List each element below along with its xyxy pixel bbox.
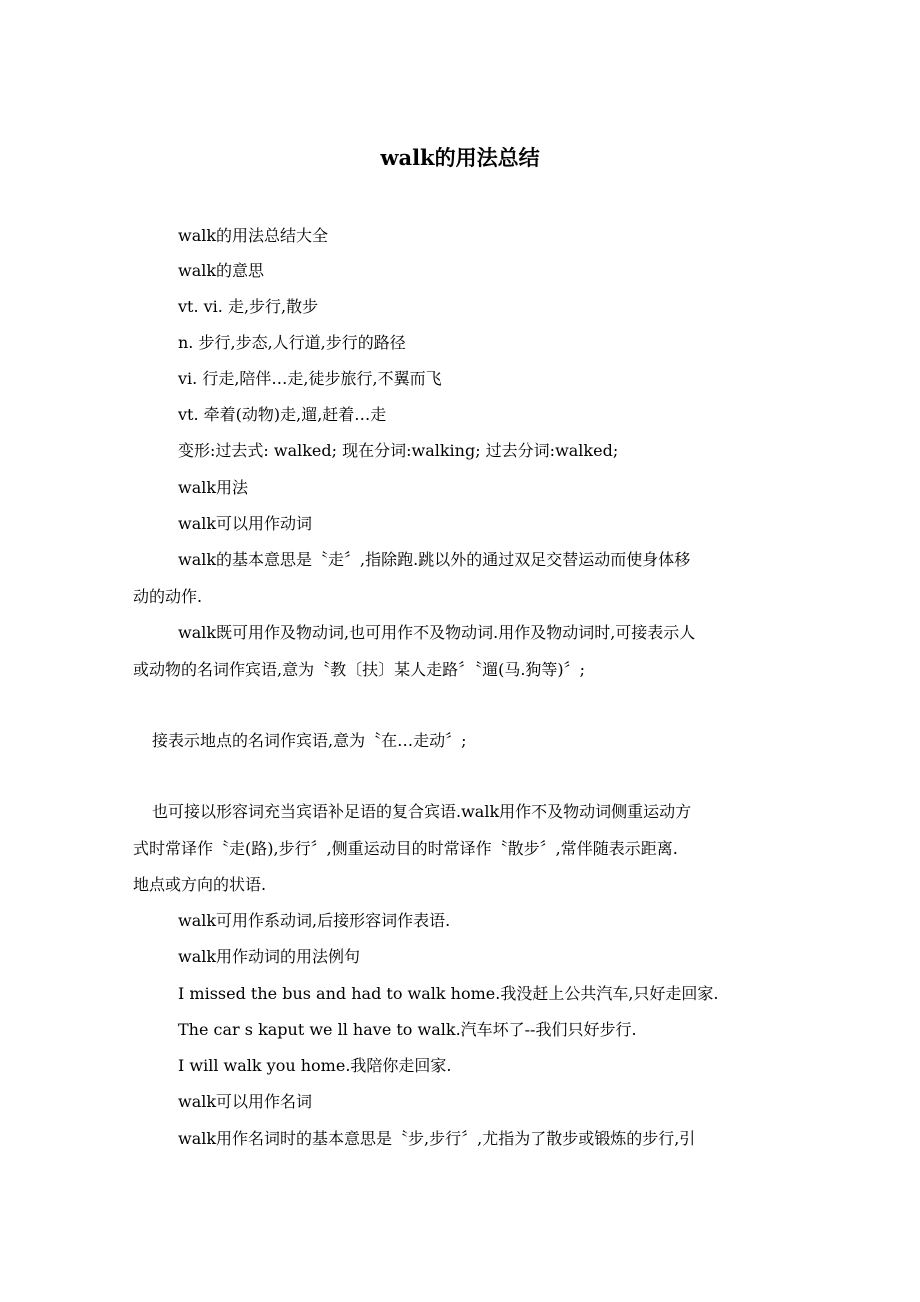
text-line: walk用法 <box>178 478 249 497</box>
text-line: 动的动作. <box>133 587 203 606</box>
text-line: 式时常译作〝走(路),步行〞,侧重运动目的时常译作〝散步〞,常伴随表示距离. <box>133 839 678 858</box>
text-line: vt. 牵着(动物)走,遛,赶着…走 <box>178 405 387 424</box>
text-line: walk既可用作及物动词,也可用作不及物动词.用作及物动词时,可接表示人 <box>178 623 696 642</box>
text-line: walk可以用作动词 <box>178 514 313 533</box>
text-line: walk用作动词的用法例句 <box>178 947 361 966</box>
text-line: 接表示地点的名词作宾语,意为〝在…走动〞; <box>152 731 467 750</box>
text-line: 也可接以形容词充当宾语补足语的复合宾语.walk用作不及物动词侧重运动方 <box>152 802 692 821</box>
text-line: The car s kaput we ll have to walk.汽车坏了--我们只好步行. <box>178 1020 637 1039</box>
text-line: walk的用法总结大全 <box>178 226 329 245</box>
text-line: 地点或方向的状语. <box>133 875 267 894</box>
text-line: n. 步行,步态,人行道,步行的路径 <box>178 333 406 352</box>
text-line: 或动物的名词作宾语,意为〝教〔扶〕某人走路〞〝遛(马.狗等)〞; <box>133 660 586 679</box>
text-line: walk可以用作名词 <box>178 1092 313 1111</box>
text-line: walk的基本意思是〝走〞,指除跑.跳以外的通过双足交替运动而使身体移 <box>178 550 691 569</box>
text-line: vt. vi. 走,步行,散步 <box>178 297 319 316</box>
text-line: 变形:过去式: walked; 现在分词:walking; 过去分词:walked; <box>178 441 619 460</box>
document-title: walk的用法总结 <box>380 145 540 170</box>
text-line: walk用作名词时的基本意思是〝步,步行〞,尤指为了散步或锻炼的步行,引 <box>178 1129 696 1148</box>
text-line: walk的意思 <box>178 261 265 280</box>
text-line: walk可用作系动词,后接形容词作表语. <box>178 911 451 930</box>
text-line: I missed the bus and had to walk home.我没赶上公共汽车,只好走回家. <box>178 984 719 1003</box>
text-line: I will walk you home.我陪你走回家. <box>178 1056 452 1075</box>
text-line: vi. 行走,陪伴…走,徒步旅行,不翼而飞 <box>178 369 442 388</box>
